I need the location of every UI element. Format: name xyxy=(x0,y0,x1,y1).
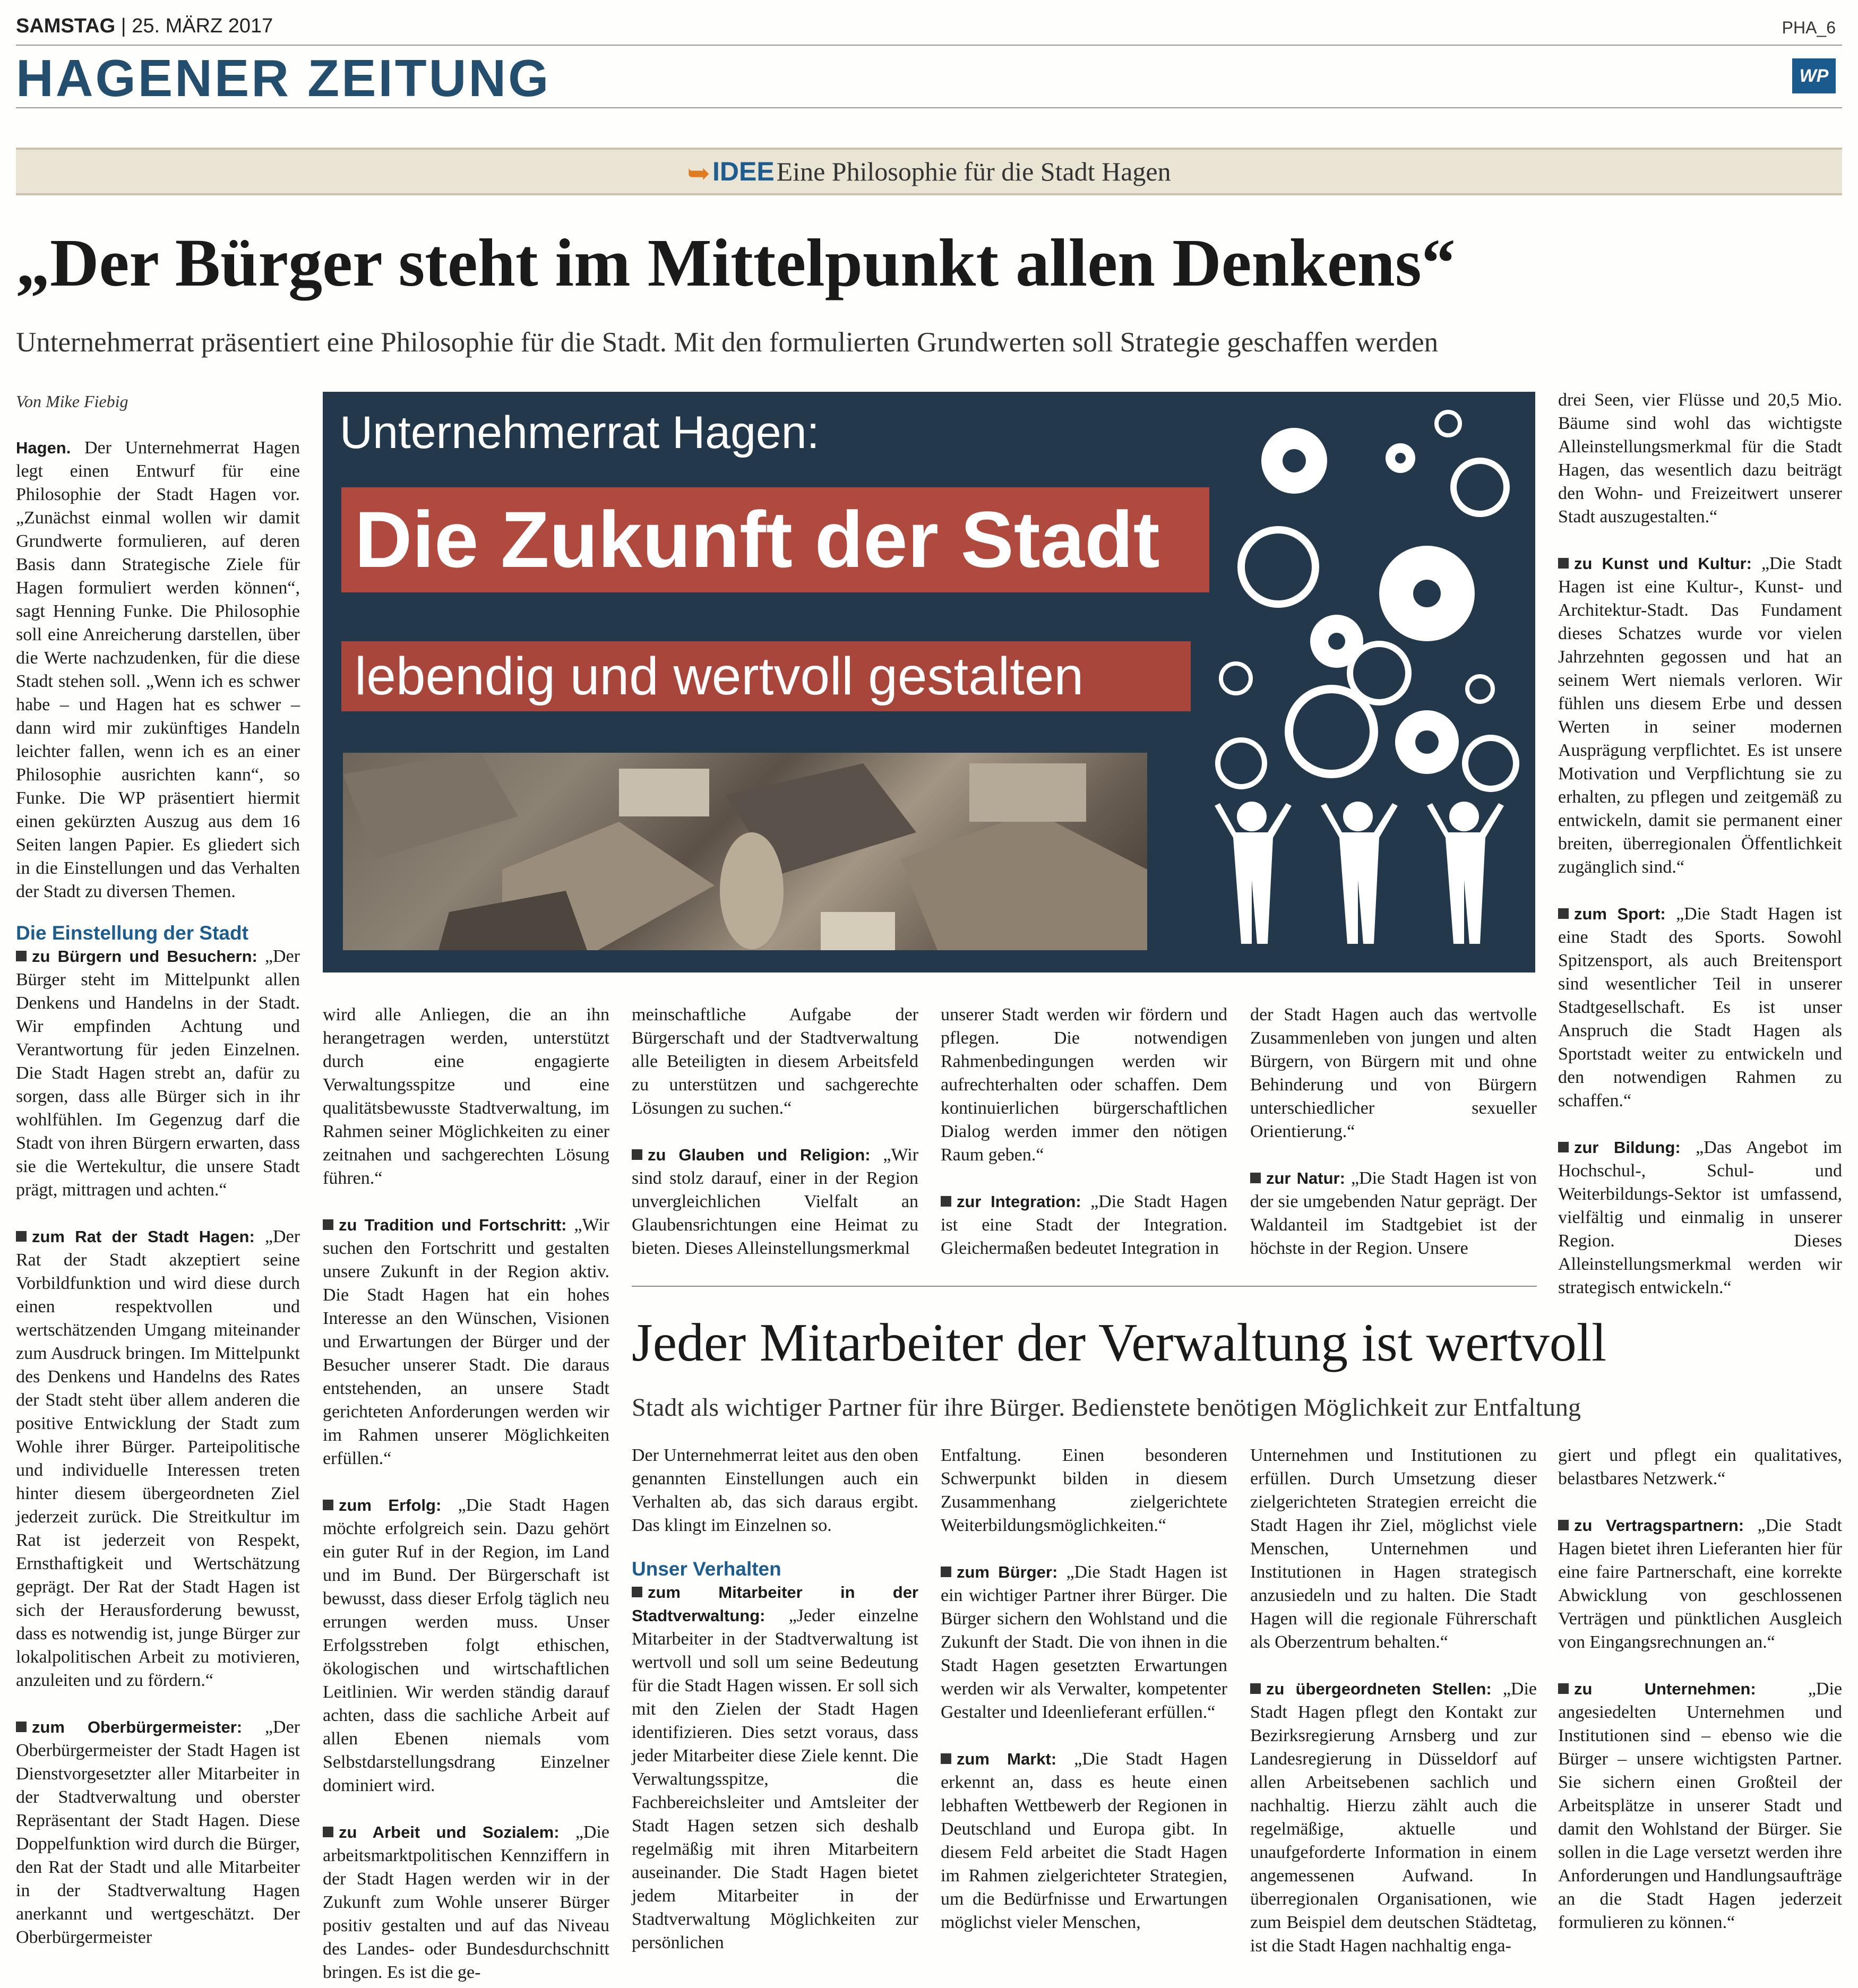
people-figures-icon xyxy=(1215,802,1504,944)
item-markt xyxy=(941,1748,1227,1934)
graphic-org: Unternehmerrat Hagen: xyxy=(340,407,820,458)
kw-arbeit: zu Arbeit und Sozialem: xyxy=(339,1823,560,1841)
column-2-upper xyxy=(323,1003,609,1984)
headline: „Der Bürger steht im Mittelpunkt allen Denkens“ xyxy=(16,225,1456,300)
topic-text: Eine Philosophie für die Stadt Hagen xyxy=(776,157,1171,186)
bullet-square-icon xyxy=(632,1149,642,1160)
text-glauben-cont: unserer Stadt werden wir fördern und pflegen. Die notwendigen Rahmenbedingungen werden wir aufrechterhalten oder schaffen. Dem kontinuierlichen bürgerschaftlichen Dialog werden immer den nötigen Raum geben.“ xyxy=(941,1005,1227,1165)
bullet-square-icon xyxy=(323,1219,333,1230)
date-line: SAMSTAG | 25. MÄRZ 2017 xyxy=(16,15,273,37)
bullet-square-icon xyxy=(323,1500,333,1510)
text-ob: „Der Oberbürgermeister der Stadt Hagen ist Dienstvorgesetzter aller Mitarbeiter in der Stadtverwaltung und oberster Repräsentant der Stadt Hagen. Diese Doppelfunktion wird durch die Bürger, den Rat der Stadt und alle Mitarbeiter in der Stadtverwaltung Hagen anerkannt und wertgeschätzt. Der Oberbürgermeister xyxy=(16,1717,300,1947)
text-buerger2: „Die Stadt Hagen ist ein wichtiger Partner ihrer Bürger. Die Bürger sichern den Wohlstand und die Zukunft der Stadt. Die von ihnen in die Stadt Hagen gesetzten Erwartungen werden wir als Verwalter, kompetenter Gestalter und Ideenlieferant erfüllen.“ xyxy=(941,1562,1227,1722)
text-natur-cont: drei Seen, vier Flüsse und 20,5 Mio. Bäume sind wohl das wichtigste Alleinstellungsmerkmal für die Stadt Hagen, das wesentlich dazu beiträgt den Wohn- und Freizeitwert unserer Stadt auszugestalten.“ xyxy=(1558,390,1842,527)
kw-ob: zum Oberbürgermeister: xyxy=(32,1718,243,1736)
item-bildung xyxy=(1558,1136,1842,1299)
article2-headline: Jeder Mitarbeiter der Verwaltung ist wertvoll xyxy=(632,1313,1607,1373)
topic-bar xyxy=(16,148,1842,195)
column-3-upper xyxy=(632,1003,918,1260)
bullet-square-icon xyxy=(1558,1142,1569,1152)
feature-graphic xyxy=(323,392,1535,973)
text-unternehmen: „Die angesiedelten Unternehmen und Institutionen sind – ebenso wie die Bürger – unsere wichtigsten Partner. Sie sichern einen Großteil der Arbeitsplätze in unserer Stadt und damit den Wohlstand der Bürger. Sie sollen in die Lage versetzt werden ihre Anforderungen und Handlungsaufträge an die Stadt Hagen jederzeit formulieren zu können.“ xyxy=(1558,1679,1842,1932)
graphic-title: Die Zukunft der Stadt xyxy=(355,495,1160,584)
bullet-square-icon xyxy=(1558,1683,1569,1694)
column-5-upper xyxy=(1250,1003,1537,1260)
column-1 xyxy=(16,436,300,1949)
kw-markt: zum Markt: xyxy=(957,1750,1057,1768)
bullet-square-icon xyxy=(323,1827,333,1837)
text-natur: „Die Stadt Hagen ist von der sie umgebenden Natur geprägt. Der Waldanteil im Stadtgebiet ist der höchste in der Region. Unsere xyxy=(1250,1168,1537,1258)
item-arbeit xyxy=(323,1821,609,1984)
kw-rat: zum Rat der Stadt Hagen: xyxy=(32,1227,255,1246)
dateline: Hagen. xyxy=(16,438,71,457)
kw-unternehmen: zu Unternehmen: xyxy=(1574,1680,1756,1698)
graphic-subtitle: lebendig und wertvoll gestalten xyxy=(355,647,1084,706)
bullet-square-icon xyxy=(1250,1173,1261,1183)
column-6 xyxy=(1558,389,1842,1299)
text-vertrag: „Die Stadt Hagen bietet ihren Lieferanten hier für eine faire Partnerschaft, eine korrekte Abwicklung von geschlossenen Verträgen und pünktlichen Ausgleich von Eingangsrechnungen an.“ xyxy=(1558,1516,1842,1652)
kw-glauben: zu Glauben und Religion: xyxy=(648,1146,871,1164)
city-aerial-photo xyxy=(343,753,1147,950)
gears-and-people-illustration xyxy=(1193,392,1533,973)
bullet-square-icon xyxy=(1558,1520,1569,1530)
kw-natur: zur Natur: xyxy=(1266,1169,1345,1187)
byline: Von Mike Fiebig xyxy=(16,392,128,411)
item-buerger2 xyxy=(941,1561,1227,1724)
text-markt-cont: Unternehmen und Institutionen zu erfüllen. Durch Umsetzung dieser zielgerichteten Strategien erreicht die Stadt Hagen ihr Ziel, möglichst viele Menschen, Unternehmen und Institutionen in Hagen strategisch anzusiedeln und zu halten. Die Stadt Hagen will die regionale Führerschaft als Oberzentrum behalten.“ xyxy=(1250,1445,1537,1652)
column-5-lower xyxy=(1250,1444,1537,1958)
kw-stellen: zu übergeordneten Stellen: xyxy=(1266,1680,1492,1698)
kw-sport: zum Sport: xyxy=(1574,905,1666,923)
city-buildings xyxy=(343,753,1147,950)
section-title-einstellung: Die Einstellung der Stadt xyxy=(16,922,248,944)
masthead-top-rule xyxy=(16,45,1842,46)
page-code: PHA_6 xyxy=(1782,18,1836,37)
column-4-upper xyxy=(941,1003,1227,1260)
text-stellen: „Die Stadt Hagen pflegt den Kontakt zur Bezirksregierung Arnsberg und zur Landesregierung in Düsseldorf auf allen Arbeitsebenen sachlich und nachhaltig. Hierzu zählt auch die regelmäßige, aktuelle und unaufgeforderte Information in einem angemessenen Aufwand. In überregionalen Organisationen, wie zum Beispiel dem deutschen Städtetag, ist die Stadt Hagen nachhaltig enga- xyxy=(1250,1679,1537,1956)
kw-buerger2: zum Bürger: xyxy=(957,1563,1058,1581)
text-kunst: „Die Stadt Hagen ist eine Kultur-, Kunst- und Architektur-Stadt. Das Fundament dieses Schatzes wurde vor vielen Jahrzehnten gegossen und hat an seinem Wert niemals verloren. Wir fühlen uns diesem Erbe und dessen Werten in seiner modernen Ausprägung verpflichtet. Es ist unsere Motivation und Verpflichtung sie zu erhalten, zu pflegen und zeitgemäß zu entwickeln, damit sie permanent einer breiten, überregionalen Öffentlichkeit zugänglich sind.“ xyxy=(1558,554,1842,877)
item-buerger xyxy=(16,945,300,1202)
date: 25. MÄRZ 2017 xyxy=(132,15,273,37)
item-glauben xyxy=(632,1143,918,1260)
item-ob xyxy=(16,1716,300,1949)
kw-kunst: zu Kunst und Kultur: xyxy=(1574,554,1752,573)
bullet-square-icon xyxy=(16,951,27,961)
wp-logo-text: WP xyxy=(1799,66,1829,86)
column-3-lower xyxy=(632,1444,918,1955)
item-stellen xyxy=(1250,1677,1537,1958)
item-unternehmen xyxy=(1558,1677,1842,1934)
kw-integration: zur Integration: xyxy=(957,1192,1081,1211)
wp-logo xyxy=(1792,58,1836,93)
text-stellen-cont: giert und pflegt ein qualitatives, belastbares Netzwerk.“ xyxy=(1558,1445,1842,1488)
weekday: SAMSTAG xyxy=(16,15,116,37)
text-integration: „Die Stadt Hagen ist eine Stadt der Integration. Gleichermaßen bedeutet Integration in xyxy=(941,1192,1228,1258)
bullet-square-icon xyxy=(632,1587,642,1597)
text-arbeit-cont: meinschaftliche Aufgabe der Bürgerschaft und der Stadtverwaltung alle Beteiligten in diesem Arbeitsfeld zu unterstützen und sachgerechte Lösungen zu suchen.“ xyxy=(632,1005,918,1118)
intro-paragraph xyxy=(16,436,300,903)
text-integration-cont: der Stadt Hagen auch das wertvolle Zusammenleben von jungen und alten Bürgern, von Bürgern mit und ohne Behinderung und von Bürgern unterschiedlicher sexueller Orientierung.“ xyxy=(1250,1005,1537,1141)
subheadline: Unternehmerrat präsentiert eine Philosophie für die Stadt. Mit den formulierten Grundwerten soll Strategie geschaffen werden xyxy=(16,327,1439,358)
bullet-square-icon xyxy=(941,1753,951,1764)
text-ob-cont: wird alle Anliegen, die an ihn herangetragen werden, unterstützt durch eine engagierte Verwaltungsspitze und eine qualitätsbewusste Stadtverwaltung, im Rahmen seiner Möglichkeiten zu einer zeitnahen und sachgerechten Lösung führen.“ xyxy=(323,1005,609,1188)
column-6-lower xyxy=(1558,1444,1842,1934)
article2-subheadline: Stadt als wichtiger Partner für ihre Bürger. Bedienstete benötigen Möglichkeit zur Entfaltung xyxy=(632,1393,1581,1422)
text-mitarbeiter-cont: Entfaltung. Einen besonderen Schwerpunkt bilden in diesem Zusammenhang zielgerichtete Weiterbildungsmöglichkeiten.“ xyxy=(941,1445,1227,1535)
bullet-square-icon xyxy=(16,1722,27,1732)
text-rat: „Der Rat der Stadt akzeptiert seine Vorbildfunktion und wird diese durch einen respektvollen und wertschätzenden Umgang miteinander zum Ausdruck bringen. Im Mittelpunkt des Denkens und Handelns des Rates der Stadt steht über allem anderen die positive Entwicklung der Stadt zum Wohle ihrer Bürger. Parteipolitische und individuelle Interessen treten hinter diesem übergeordneten Ziel jederzeit zurück. Die Streitkultur im Rat ist jederzeit von Respekt, Ernsthaftigkeit und Wertschätzung geprägt. Der Rat der Stadt Hagen ist sich der Herausforderung bewusst, dass es notwendig ist, junge Bürger zur lokalpolitischen Arbeit zu motivieren, anzuleiten und zu fördern.“ xyxy=(16,1227,300,1690)
item-rat xyxy=(16,1225,300,1692)
gear-icon xyxy=(1218,412,1516,789)
article2-top-rule xyxy=(632,1286,1537,1287)
item-vertrag xyxy=(1558,1514,1842,1654)
text-markt: „Die Stadt Hagen erkennt an, dass es heute einen lebhaften Wettbewerb der Regionen in Deutschland und Europa gibt. In diesem Feld arbeitet die Stadt Hagen im Rahmen zielgerichteter Strategien, um die Bedürfnisse und Erwartungen möglichst vieler Menschen, xyxy=(941,1749,1227,1932)
paper-name: HAGENER ZEITUNG xyxy=(16,49,551,107)
kw-erfolg: zum Erfolg: xyxy=(339,1496,442,1514)
topic-keyword: IDEE xyxy=(712,157,775,186)
text-sport: „Die Stadt Hagen ist eine Stadt des Sports. Sowohl Spitzensport, als auch Breitensport sind wesentlicher Teil in unserer Stadtgesellschaft. Es ist unser Anspruch die Stadt Hagen als Sportstadt weiter zu entwickeln und den notwendigen Rahmen zu schaffen.“ xyxy=(1558,904,1843,1111)
bullet-square-icon xyxy=(941,1567,951,1577)
bullet-square-icon xyxy=(941,1196,951,1207)
article2-intro: Der Unternehmerrat leitet aus den oben genannten Einstellungen auch ein Verhalten ab, das sich daraus ergibt. Das klingt im Einzelnen so. xyxy=(632,1445,918,1535)
item-mitarbeiter xyxy=(632,1581,918,1955)
kw-tradition: zu Tradition und Fortschritt: xyxy=(339,1216,567,1234)
text-mitarbeiter: „Jeder einzelne Mitarbeiter in der Stadtverwaltung ist wertvoll und soll um seine Bedeutung für die Stadt Hagen wissen. Er soll sich mit den Zielen der Stadt Hagen identifizieren. Dies setzt voraus, dass jeder Mitarbeiter diese Ziele kennt. Die Verwaltungsspitze, die Fachbereichsleiter und Amtsleiter der Stadt Hagen setzen sich deshalb regelmäßig mit ihren Mitarbeitern auseinander. Die Stadt Hagen bietet jedem Mitarbeiter in der Stadtverwaltung Möglichkeiten zur persönlichen xyxy=(632,1606,918,1952)
intro-text: Der Unternehmerrat Hagen legt einen Entwurf für eine Philosophie der Stadt Hagen vor. „Zunächst einmal wollen wir damit Grundwerte formulieren, auf deren Basis dann Strategische Ziele für Hagen formuliert werden können“, sagt Henning Funke. Die Philosophie soll eine Anreicherung darstellen, über die Werte nachzudenken, für die diese Stadt stehen soll. „Wenn ich es schwer habe – und Hagen hat es schwer – dann wird mir zukünftiges Handeln leichter fallen, wenn ich es an einer Philosophie ausrichten kann“, so Funke. Die WP präsentiert hiermit einen gekürzten Auszug aus dem 16 Seiten langen Papier. Es gliedert sich in die Einstellungen und das Verhalten der Stadt zu diversen Themen. xyxy=(16,438,300,901)
text-arbeit: „Die arbeitsmarktpolitischen Kennziffern in der Stadt Hagen werden wir in der Zukunft zum Wohle unserer Bürger positiv gestalten und auf das Niveau des Landes- oder Bundesdurchschnitt bringen. Es ist die ge- xyxy=(323,1822,610,1982)
topic-arrow-icon: ➥ xyxy=(687,159,710,189)
item-natur xyxy=(1250,1167,1537,1260)
kw-vertrag: zu Vertragspartnern: xyxy=(1574,1516,1744,1535)
column-4-lower xyxy=(941,1444,1227,1934)
text-buerger: „Der Bürger steht im Mittelpunkt allen Denkens und Handelns in der Stadt. Wir empfinden Achtung und Verantwortung für jeden Einzelnen. Die Stadt Hagen strebt an, dafür zu sorgen, dass alle Bürger sich in ihr wohlfühlen. Im Gegenzug darf die Stadt von ihren Bürgern erwarten, dass sie die Wertekultur, die unsere Stadt prägt, mittragen und achten.“ xyxy=(16,946,300,1200)
item-tradition xyxy=(323,1214,609,1470)
bullet-square-icon xyxy=(16,1231,27,1242)
section-title-verhalten: Unser Verhalten xyxy=(632,1558,781,1580)
item-kunst xyxy=(1558,552,1842,879)
bullet-square-icon xyxy=(1558,908,1569,919)
text-glauben: „Wir sind stolz darauf, einer in der Region unvergleichlichen Vielfalt an Glaubensrichtungen eine Heimat zu bieten. Dieses Alleinstellungsmerkmal xyxy=(632,1145,919,1258)
item-sport xyxy=(1558,902,1842,1113)
masthead-bottom-rule xyxy=(16,107,1842,108)
kw-mitarbeiter: zum Mitarbeiter in der Stadtverwaltung: xyxy=(632,1583,918,1625)
bullet-square-icon xyxy=(1558,558,1569,569)
text-bildung: „Das Angebot im Hochschul-, Schul- und Weiterbildungs-Sektor ist umfassend, vielfältig und einmalig in unserer Region. Dieses Alleinstellungsmerkmal werden wir strategisch entwickeln.“ xyxy=(1558,1138,1842,1297)
kw-bildung: zur Bildung: xyxy=(1574,1138,1681,1157)
item-integration xyxy=(941,1190,1227,1260)
kw-buerger: zu Bürgern und Besuchern: xyxy=(32,947,257,966)
item-erfolg xyxy=(323,1494,609,1797)
bullet-square-icon xyxy=(1250,1683,1261,1694)
text-tradition: „Wir suchen den Fortschritt und gestalten unsere Zukunft in der Region aktiv. Die Stadt Hagen hat ein hohes Interesse an den Wünschen, Visionen und Erwartungen der Bürger und der Besucher unserer Stadt. Die daraus entstehenden, an unsere Stadt gerichteten Anforderungen werden wir im Rahmen unserer Möglichkeiten erfüllen.“ xyxy=(323,1215,609,1468)
text-erfolg: „Die Stadt Hagen möchte erfolgreich sein. Dazu gehört ein guter Ruf in der Region, im Land und im Bund. Der Bürgerschaft ist bewusst, dass dieser Erfolg täglich neu errungen werden muss. Unser Erfolgsstreben folgt ethischen, ökologischen und wirtschaftlichen Leitlinien. Wir werden ständig darauf achten, dass die sachliche Arbeit auf allen Ebenen niemals vom Selbstdarstellungsdrang Einzelner dominiert wird. xyxy=(323,1495,609,1795)
